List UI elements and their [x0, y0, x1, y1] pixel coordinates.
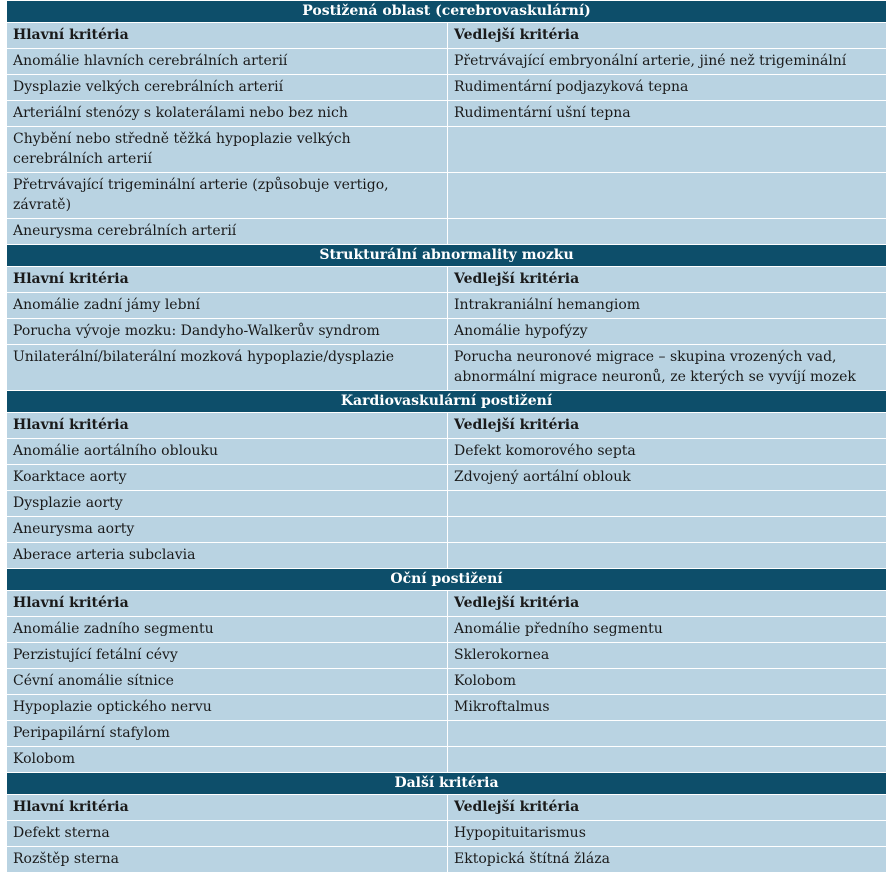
minor-criterion-cell: Rudimentární podjazyková tepna	[448, 75, 887, 101]
table-row	[7, 695, 887, 721]
table-row	[7, 219, 887, 245]
minor-criteria-header: Vedlejší kritéria	[448, 23, 887, 49]
table-row	[7, 617, 887, 643]
major-criterion-cell: Hypoplazie optického nervu	[7, 695, 448, 721]
table-row	[7, 747, 887, 773]
minor-criterion-cell: Anomálie předního segmentu	[448, 617, 887, 643]
column-header-row	[7, 795, 887, 821]
table-row	[7, 101, 887, 127]
section-title: Strukturální abnormality mozku	[7, 245, 887, 267]
minor-criterion-cell: Hypopituitarismus	[448, 821, 887, 847]
section-title: Postižená oblast (cerebrovaskulární)	[7, 1, 887, 23]
section-ocular	[7, 569, 887, 773]
minor-criteria-header: Vedlejší kritéria	[448, 795, 887, 821]
criteria-table-container	[6, 0, 886, 873]
major-criterion-cell: Přetrvávající trigeminální arterie (způsobuje vertigo, závratě)	[7, 173, 448, 219]
minor-criterion-cell: Porucha neuronové migrace – skupina vrozených vad, abnormální migrace neuronů, ze kterých se vyvíjí mozek	[448, 345, 887, 391]
criteria-table	[6, 0, 887, 873]
table-row	[7, 491, 887, 517]
column-header-row	[7, 591, 887, 617]
major-criterion-cell: Cévní anomálie sítnice	[7, 669, 448, 695]
table-row	[7, 847, 887, 873]
table-row	[7, 643, 887, 669]
section-title-row	[7, 773, 887, 795]
section-title: Kardiovaskulární postižení	[7, 391, 887, 413]
major-criterion-cell: Aberace arteria subclavia	[7, 543, 448, 569]
section-cardiovascular	[7, 391, 887, 569]
minor-criterion-cell: Sklerokornea	[448, 643, 887, 669]
table-row	[7, 75, 887, 101]
column-header-row	[7, 23, 887, 49]
major-criteria-header: Hlavní kritéria	[7, 267, 448, 293]
table-row	[7, 721, 887, 747]
minor-criterion-cell: Anomálie hypofýzy	[448, 319, 887, 345]
minor-criterion-cell	[448, 721, 887, 747]
major-criterion-cell: Porucha vývoje mozku: Dandyho-Walkerův syndrom	[7, 319, 448, 345]
major-criterion-cell: Anomálie aortálního oblouku	[7, 439, 448, 465]
major-criterion-cell: Chybění nebo středně těžká hypoplazie velkých cerebrálních arterií	[7, 127, 448, 173]
minor-criteria-header: Vedlejší kritéria	[448, 413, 887, 439]
minor-criterion-cell	[448, 127, 887, 173]
column-header-row	[7, 267, 887, 293]
major-criterion-cell: Anomálie zadní jámy lební	[7, 293, 448, 319]
minor-criterion-cell	[448, 543, 887, 569]
major-criterion-cell: Aneurysma cerebrálních arterií	[7, 219, 448, 245]
major-criterion-cell: Anomálie zadního segmentu	[7, 617, 448, 643]
minor-criterion-cell	[448, 219, 887, 245]
major-criterion-cell: Unilaterální/bilaterální mozková hypoplazie/dysplazie	[7, 345, 448, 391]
minor-criterion-cell	[448, 491, 887, 517]
major-criterion-cell: Peripapilární stafylom	[7, 721, 448, 747]
section-cerebrovascular	[7, 1, 887, 245]
minor-criterion-cell: Intrakraniální hemangiom	[448, 293, 887, 319]
minor-criterion-cell	[448, 517, 887, 543]
table-row	[7, 173, 887, 219]
major-criterion-cell: Koarktace aorty	[7, 465, 448, 491]
minor-criterion-cell: Ektopická štítná žláza	[448, 847, 887, 873]
section-title-row	[7, 245, 887, 267]
table-row	[7, 439, 887, 465]
table-row	[7, 821, 887, 847]
minor-criterion-cell: Kolobom	[448, 669, 887, 695]
table-row	[7, 517, 887, 543]
major-criterion-cell: Dysplazie aorty	[7, 491, 448, 517]
column-header-row	[7, 413, 887, 439]
major-criterion-cell: Arteriální stenózy s kolaterálami nebo bez nich	[7, 101, 448, 127]
minor-criteria-header: Vedlejší kritéria	[448, 267, 887, 293]
major-criteria-header: Hlavní kritéria	[7, 591, 448, 617]
section-title: Oční postižení	[7, 569, 887, 591]
major-criterion-cell: Defekt sterna	[7, 821, 448, 847]
table-row	[7, 293, 887, 319]
major-criterion-cell: Perzistující fetální cévy	[7, 643, 448, 669]
major-criterion-cell: Aneurysma aorty	[7, 517, 448, 543]
section-title-row	[7, 1, 887, 23]
section-title: Další kritéria	[7, 773, 887, 795]
minor-criterion-cell: Zdvojený aortální oblouk	[448, 465, 887, 491]
table-row	[7, 345, 887, 391]
minor-criterion-cell	[448, 747, 887, 773]
section-brain-structural	[7, 245, 887, 391]
section-title-row	[7, 391, 887, 413]
section-other	[7, 773, 887, 873]
minor-criteria-header: Vedlejší kritéria	[448, 591, 887, 617]
minor-criterion-cell: Defekt komorového septa	[448, 439, 887, 465]
table-row	[7, 319, 887, 345]
major-criterion-cell: Dysplazie velkých cerebrálních arterií	[7, 75, 448, 101]
major-criteria-header: Hlavní kritéria	[7, 795, 448, 821]
minor-criterion-cell: Mikroftalmus	[448, 695, 887, 721]
table-row	[7, 127, 887, 173]
major-criteria-header: Hlavní kritéria	[7, 413, 448, 439]
table-row	[7, 465, 887, 491]
minor-criterion-cell: Přetrvávající embryonální arterie, jiné než trigeminální	[448, 49, 887, 75]
table-row	[7, 669, 887, 695]
section-title-row	[7, 569, 887, 591]
major-criterion-cell: Kolobom	[7, 747, 448, 773]
table-row	[7, 543, 887, 569]
minor-criterion-cell	[448, 173, 887, 219]
table-row	[7, 49, 887, 75]
major-criteria-header: Hlavní kritéria	[7, 23, 448, 49]
minor-criterion-cell: Rudimentární ušní tepna	[448, 101, 887, 127]
major-criterion-cell: Rozštěp sterna	[7, 847, 448, 873]
major-criterion-cell: Anomálie hlavních cerebrálních arterií	[7, 49, 448, 75]
